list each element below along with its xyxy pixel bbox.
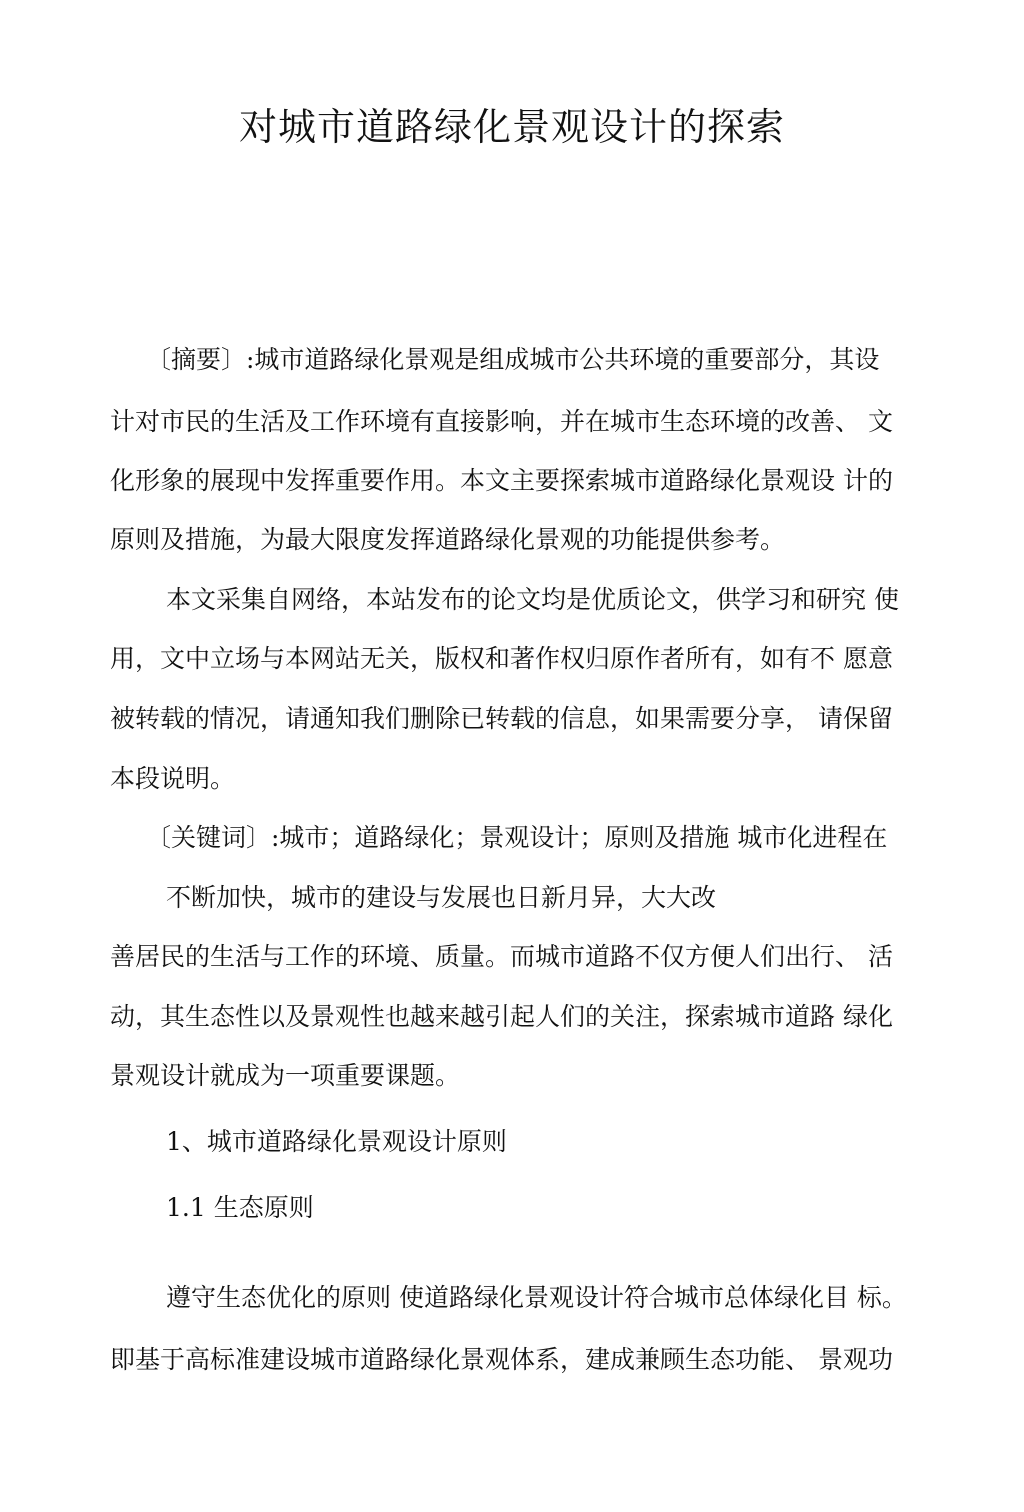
keywords-line: 〔关键词〕:城市；道路绿化；景观设计；原则及措施 城市化进程在 [146,823,888,852]
intro-line-2: 善居民的生活与工作的环境、质量。而城市道路不仅方便人们出行、 活 [110,942,893,971]
intro-line-1: 不断加快，城市的建设与发展也日新月异，大大改 [166,883,717,912]
body-line-1: 遵守生态优化的原则 使道路绿化景观设计符合城市总体绿化目 标。 [166,1283,907,1312]
abstract-line-3: 化形象的展现中发挥重要作用。本文主要探索城市道路绿化景观设 计的 [110,466,893,495]
intro-line-4: 景观设计就成为一项重要课题。 [110,1061,461,1090]
intro-line-3: 动，其生态性以及景观性也越来越引起人们的关注，探索城市道路 绿化 [110,1002,893,1031]
abstract-line-4: 原则及措施，为最大限度发挥道路绿化景观的功能提供参考。 [110,525,786,554]
abstract-line-1: 〔摘要〕:城市道路绿化景观是组成城市公共环境的重要部分，其设 [146,345,880,374]
notice-line-4: 本段说明。 [110,764,236,793]
notice-line-2: 用，文中立场与本网站无关，版权和著作权归原作者所有，如有不 愿意 [110,644,893,673]
subsection-heading: 1.1 生态原则 [166,1193,314,1222]
section-heading: 1、城市道路绿化景观设计原则 [166,1127,507,1156]
abstract-line-2: 计对市民的生活及工作环境有直接影响，并在城市生态环境的改善、 文 [110,407,893,436]
body-line-2: 即基于高标准建设城市道路绿化景观体系，建成兼顾生态功能、 景观功 [110,1345,893,1374]
notice-line-3: 被转载的情况，请通知我们删除已转载的信息，如果需要分享， 请保留 [110,704,893,733]
document-title: 对城市道路绿化景观设计的探索 [238,105,785,149]
notice-line-1: 本文采集自网络，本站发布的论文均是优质论文，供学习和研究 使 [166,585,899,614]
